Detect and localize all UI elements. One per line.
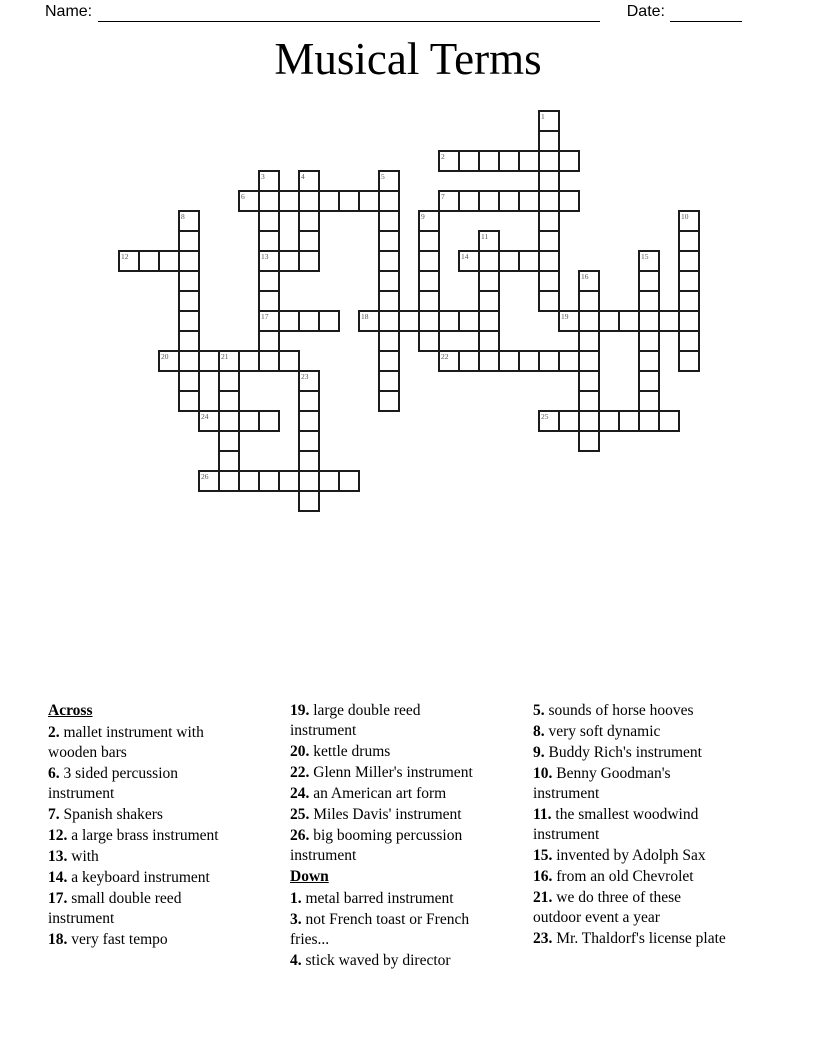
cell-number: 21	[221, 352, 229, 361]
clue-item: 16. from an old Chevrolet	[533, 868, 694, 885]
grid-cell[interactable]	[178, 210, 200, 232]
grid-cell[interactable]	[298, 450, 320, 472]
grid-cell[interactable]	[498, 190, 520, 212]
clue-number: 25.	[290, 806, 310, 823]
name-blank-line[interactable]	[98, 2, 600, 22]
grid-cell[interactable]	[638, 290, 660, 312]
clue-number: 21.	[533, 889, 553, 906]
grid-cell[interactable]	[678, 350, 700, 372]
grid-cell[interactable]	[378, 270, 400, 292]
clue-number: 20.	[290, 743, 310, 760]
clue-number: 11.	[533, 806, 552, 823]
grid-cell[interactable]	[298, 190, 320, 212]
clue-number: 17.	[48, 890, 68, 907]
grid-cell[interactable]	[678, 230, 700, 252]
clue-item: 4. stick waved by director	[290, 952, 451, 969]
grid-cell[interactable]	[458, 350, 480, 372]
grid-cell[interactable]	[318, 310, 340, 332]
clue-column-middle	[290, 701, 518, 972]
grid-cell[interactable]	[178, 310, 200, 332]
grid-cell[interactable]	[478, 330, 500, 352]
cell-number: 16	[581, 272, 589, 281]
grid-cell[interactable]	[538, 130, 560, 152]
grid-cell[interactable]	[338, 470, 360, 492]
grid-cell[interactable]	[418, 290, 440, 312]
clue-number: 3.	[290, 911, 302, 928]
grid-cell[interactable]	[238, 410, 260, 432]
date-blank-line[interactable]	[670, 2, 742, 22]
puzzle-title: Musical Terms	[274, 34, 542, 84]
clue-item: 8. very soft dynamic	[533, 723, 661, 740]
grid-cell[interactable]	[258, 410, 280, 432]
grid-cell[interactable]	[558, 350, 580, 372]
grid-cell[interactable]	[638, 270, 660, 292]
grid-cell[interactable]	[238, 190, 260, 212]
grid-cell[interactable]	[578, 350, 600, 372]
grid-cell[interactable]	[238, 470, 260, 492]
grid-cell[interactable]	[178, 270, 200, 292]
date-label: Date:	[626, 3, 665, 20]
clue-number: 24.	[290, 785, 310, 802]
cell-number: 14	[461, 252, 469, 261]
grid-cell[interactable]	[198, 350, 220, 372]
grid-cell[interactable]	[578, 410, 600, 432]
clue-number: 22.	[290, 764, 310, 781]
grid-cell[interactable]	[538, 110, 560, 132]
grid-cell[interactable]	[298, 170, 320, 192]
grid-cell[interactable]	[638, 350, 660, 372]
grid-cell[interactable]	[298, 250, 320, 272]
grid-cell[interactable]	[358, 190, 380, 212]
clue-number: 16.	[533, 868, 553, 885]
clue-item: 24. an American art form	[290, 785, 447, 802]
grid-cell[interactable]	[258, 310, 280, 332]
clue-number: 15.	[533, 847, 553, 864]
cell-number: 24	[201, 412, 209, 421]
grid-cell[interactable]	[678, 290, 700, 312]
clue-item: 22. Glenn Miller's instrument	[290, 764, 473, 781]
worksheet-header	[45, 2, 742, 22]
grid-cell[interactable]	[258, 170, 280, 192]
cell-number: 8	[181, 212, 185, 221]
clue-number: 1.	[290, 890, 302, 907]
grid-cell[interactable]	[478, 290, 500, 312]
clue-item: 12. a large brass instrument	[48, 827, 219, 844]
cell-number: 12	[121, 252, 129, 261]
cell-number: 22	[441, 352, 449, 361]
clues-section-heading: Across	[48, 702, 93, 719]
grid-cell[interactable]	[418, 310, 440, 332]
grid-cell[interactable]	[638, 310, 660, 332]
grid-cell[interactable]	[518, 190, 540, 212]
grid-cell[interactable]	[518, 250, 540, 272]
cell-number: 11	[481, 232, 489, 241]
clue-number: 23.	[533, 930, 553, 947]
grid-cell[interactable]	[638, 390, 660, 412]
grid-cell[interactable]	[478, 350, 500, 372]
grid-cell[interactable]	[538, 270, 560, 292]
grid-cell[interactable]	[298, 230, 320, 252]
grid-cell[interactable]	[578, 310, 600, 332]
grid-cell[interactable]	[418, 270, 440, 292]
grid-cell[interactable]	[278, 190, 300, 212]
grid-cell[interactable]	[538, 210, 560, 232]
grid-cell[interactable]	[158, 250, 180, 272]
grid-cell[interactable]	[678, 330, 700, 352]
grid-cell[interactable]	[158, 350, 180, 372]
grid-cell[interactable]	[218, 390, 240, 412]
grid-cell[interactable]	[258, 350, 280, 372]
grid-cell[interactable]	[538, 170, 560, 192]
grid-cell[interactable]	[558, 310, 580, 332]
grid-cell[interactable]	[178, 250, 200, 272]
clue-number: 5.	[533, 702, 545, 719]
grid-cell[interactable]	[658, 410, 680, 432]
clue-item: 19. large double reed instrument	[290, 702, 421, 739]
clue-item: 21. we do three of these outdoor event a year	[533, 889, 682, 926]
grid-cell[interactable]	[418, 230, 440, 252]
grid-cell[interactable]	[578, 370, 600, 392]
grid-cell[interactable]	[318, 470, 340, 492]
grid-cell[interactable]	[558, 190, 580, 212]
grid-cell[interactable]	[298, 390, 320, 412]
clue-item: 26. big booming percussion instrument	[290, 827, 463, 864]
grid-cell[interactable]	[458, 150, 480, 172]
grid-cell[interactable]	[298, 210, 320, 232]
grid-cell[interactable]	[498, 350, 520, 372]
grid-cell[interactable]	[498, 250, 520, 272]
grid-cell[interactable]	[298, 310, 320, 332]
clue-column-left	[48, 701, 263, 951]
grid-cell[interactable]	[178, 370, 200, 392]
clue-column-right	[533, 701, 775, 950]
grid-cell[interactable]	[178, 230, 200, 252]
clue-item: 18. very fast tempo	[48, 931, 168, 948]
grid-cell[interactable]	[538, 150, 560, 172]
cell-number: 10	[681, 212, 689, 221]
grid-cell[interactable]	[258, 470, 280, 492]
grid-cell[interactable]	[278, 310, 300, 332]
grid-cell[interactable]	[458, 310, 480, 332]
grid-cell[interactable]	[258, 250, 280, 272]
grid-cell[interactable]	[298, 410, 320, 432]
cell-number: 23	[301, 372, 309, 381]
grid-cell[interactable]	[418, 210, 440, 232]
grid-cell[interactable]	[378, 290, 400, 312]
grid-cell[interactable]	[438, 310, 460, 332]
grid-cell[interactable]	[638, 330, 660, 352]
grid-cell[interactable]	[218, 470, 240, 492]
grid-cell[interactable]	[418, 330, 440, 352]
grid-cell[interactable]	[278, 470, 300, 492]
grid-cell[interactable]	[478, 230, 500, 252]
grid-cell[interactable]	[378, 330, 400, 352]
grid-cell[interactable]	[378, 170, 400, 192]
grid-cell[interactable]	[218, 370, 240, 392]
clue-number: 4.	[290, 952, 302, 969]
grid-cell[interactable]	[458, 190, 480, 212]
grid-cell[interactable]	[638, 410, 660, 432]
grid-cell[interactable]	[478, 150, 500, 172]
grid-cell[interactable]	[178, 350, 200, 372]
cell-number: 7	[441, 192, 445, 201]
grid-cell[interactable]	[438, 350, 460, 372]
clue-item: 17. small double reed instrument	[48, 890, 182, 927]
grid-cell[interactable]	[678, 250, 700, 272]
grid-cell[interactable]	[198, 410, 220, 432]
grid-cell[interactable]	[218, 430, 240, 452]
grid-cell[interactable]	[538, 250, 560, 272]
grid-cell[interactable]	[678, 310, 700, 332]
grid-cell[interactable]	[378, 350, 400, 372]
grid-cell[interactable]	[338, 190, 360, 212]
grid-cell[interactable]	[298, 470, 320, 492]
grid-cell[interactable]	[258, 190, 280, 212]
clue-item: 5. sounds of horse hooves	[533, 702, 694, 719]
clue-item: 7. Spanish shakers	[48, 806, 163, 823]
grid-cell[interactable]	[658, 310, 680, 332]
cell-number: 3	[261, 172, 265, 181]
grid-cell[interactable]	[138, 250, 160, 272]
clue-number: 14.	[48, 869, 68, 886]
grid-cell[interactable]	[378, 190, 400, 212]
clue-item: 3. not French toast or French fries...	[290, 911, 470, 948]
clue-item: 13. with	[48, 848, 99, 865]
cell-number: 18	[361, 312, 369, 321]
grid-cell[interactable]	[178, 330, 200, 352]
grid-cell[interactable]	[558, 410, 580, 432]
clue-item: 14. a keyboard instrument	[48, 869, 210, 886]
clue-number: 8.	[533, 723, 545, 740]
clue-number: 13.	[48, 848, 68, 865]
grid-cell[interactable]	[478, 270, 500, 292]
grid-cell[interactable]	[638, 250, 660, 272]
clue-item: 10. Benny Goodman's instrument	[533, 765, 671, 802]
clue-item: 23. Mr. Thaldorf's license plate	[533, 930, 726, 947]
grid-cell[interactable]	[298, 490, 320, 512]
cell-number: 19	[561, 312, 569, 321]
cell-number: 17	[261, 312, 269, 321]
grid-cell[interactable]	[638, 370, 660, 392]
grid-cell[interactable]	[378, 390, 400, 412]
grid-cell[interactable]	[538, 350, 560, 372]
grid-cell[interactable]	[478, 190, 500, 212]
clue-number: 19.	[290, 702, 310, 719]
cell-number: 25	[541, 412, 549, 421]
grid-cell[interactable]	[678, 210, 700, 232]
grid-cell[interactable]	[198, 470, 220, 492]
clue-number: 7.	[48, 806, 60, 823]
grid-cell[interactable]	[238, 350, 260, 372]
grid-cell[interactable]	[558, 150, 580, 172]
grid-cell[interactable]	[478, 310, 500, 332]
grid-cell[interactable]	[278, 250, 300, 272]
grid-cell[interactable]	[398, 310, 420, 332]
grid-cell[interactable]	[538, 410, 560, 432]
grid-cell[interactable]	[518, 350, 540, 372]
grid-cell[interactable]	[358, 310, 380, 332]
cell-number: 4	[301, 172, 305, 181]
grid-cell[interactable]	[218, 350, 240, 372]
grid-cell[interactable]	[218, 450, 240, 472]
grid-cell[interactable]	[618, 310, 640, 332]
clue-number: 6.	[48, 765, 60, 782]
clues-section-heading: Down	[290, 868, 329, 885]
cell-number: 15	[641, 252, 649, 261]
grid-cell[interactable]	[498, 150, 520, 172]
grid-cell[interactable]	[618, 410, 640, 432]
clue-number: 26.	[290, 827, 310, 844]
grid-cell[interactable]	[178, 290, 200, 312]
grid-cell[interactable]	[578, 270, 600, 292]
clue-item: 9. Buddy Rich's instrument	[533, 744, 702, 761]
cell-number: 9	[421, 212, 425, 221]
clue-item: 20. kettle drums	[290, 743, 391, 760]
grid-cell[interactable]	[578, 390, 600, 412]
grid-cell[interactable]	[478, 250, 500, 272]
grid-cell[interactable]	[258, 330, 280, 352]
clue-item: 6. 3 sided percussion instrument	[48, 765, 179, 802]
clue-number: 9.	[533, 744, 545, 761]
grid-cell[interactable]	[258, 210, 280, 232]
grid-cell[interactable]	[598, 310, 620, 332]
grid-cell[interactable]	[378, 250, 400, 272]
grid-cell[interactable]	[598, 410, 620, 432]
clue-number: 10.	[533, 765, 553, 782]
name-label: Name:	[45, 3, 93, 20]
grid-cell[interactable]	[278, 350, 300, 372]
grid-cell[interactable]	[418, 250, 440, 272]
grid-cell[interactable]	[378, 370, 400, 392]
grid-cell[interactable]	[678, 270, 700, 292]
cell-number: 13	[261, 252, 269, 261]
grid-cell[interactable]	[118, 250, 140, 272]
grid-cell[interactable]	[578, 290, 600, 312]
clue-item: 15. invented by Adolph Sax	[533, 847, 706, 864]
clue-number: 12.	[48, 827, 68, 844]
grid-cell[interactable]	[298, 430, 320, 452]
grid-cell[interactable]	[438, 150, 460, 172]
cell-number: 6	[241, 192, 245, 201]
grid-cell[interactable]	[258, 270, 280, 292]
grid-cell[interactable]	[538, 230, 560, 252]
grid-cell[interactable]	[378, 310, 400, 332]
cell-number: 20	[161, 352, 169, 361]
grid-cell[interactable]	[518, 150, 540, 172]
clue-item: 11. the smallest woodwind instrument	[533, 806, 699, 843]
grid-cell[interactable]	[218, 410, 240, 432]
grid-cell[interactable]	[178, 390, 200, 412]
grid-cell[interactable]	[578, 430, 600, 452]
clue-number: 18.	[48, 931, 68, 948]
cell-number: 5	[381, 172, 385, 181]
grid-cell[interactable]	[538, 290, 560, 312]
clue-item: 25. Miles Davis' instrument	[290, 806, 462, 823]
grid-cell[interactable]	[458, 250, 480, 272]
grid-cell[interactable]	[538, 190, 560, 212]
cell-number: 2	[441, 152, 445, 161]
crossword-grid	[118, 110, 702, 514]
grid-cell[interactable]	[258, 290, 280, 312]
grid-cell[interactable]	[378, 210, 400, 232]
grid-cell[interactable]	[318, 190, 340, 212]
cell-number: 1	[541, 112, 545, 121]
grid-cell[interactable]	[298, 370, 320, 392]
grid-cell[interactable]	[258, 230, 280, 252]
clue-item: 2. mallet instrument with wooden bars	[48, 724, 204, 761]
clue-item: 1. metal barred instrument	[290, 890, 454, 907]
clue-number: 2.	[48, 724, 60, 741]
grid-cell[interactable]	[378, 230, 400, 252]
grid-cell[interactable]	[578, 330, 600, 352]
grid-cell[interactable]	[438, 190, 460, 212]
cell-number: 26	[201, 472, 209, 481]
